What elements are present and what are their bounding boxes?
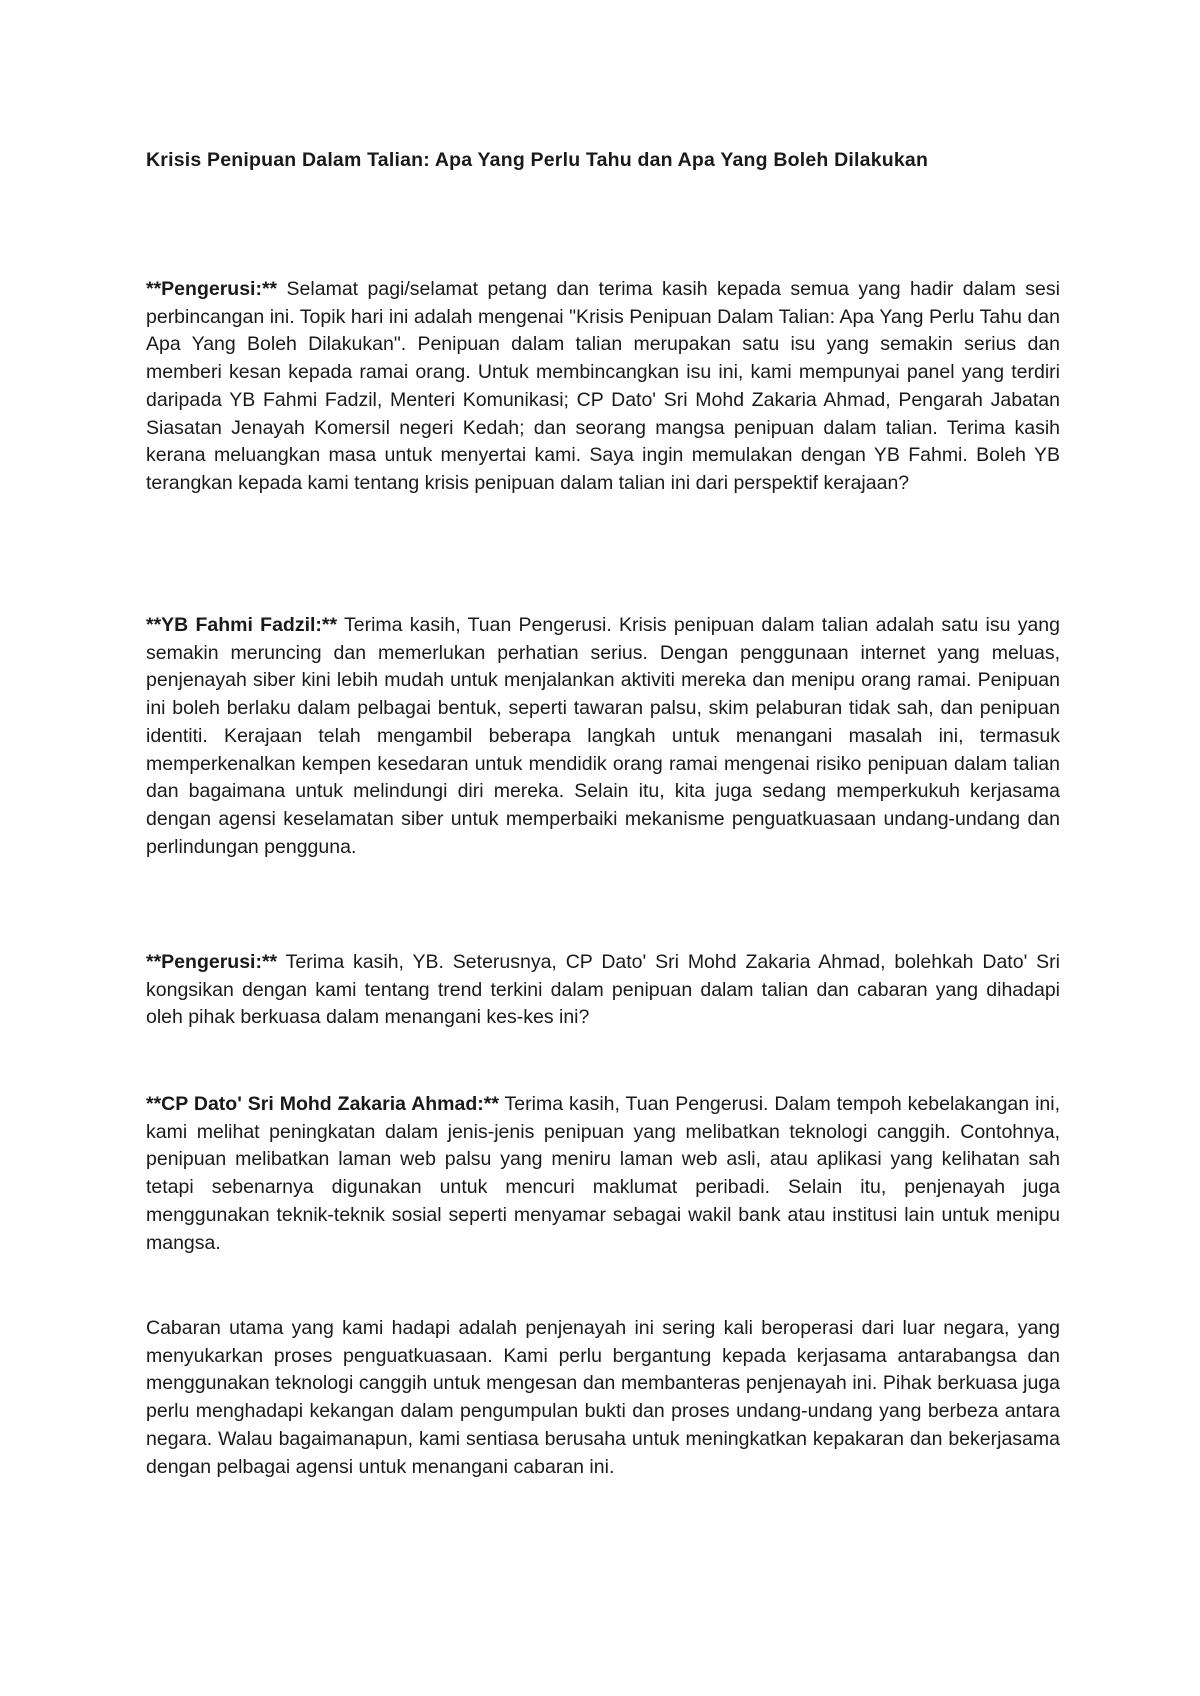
speaker-label: **Pengerusi:**: [146, 951, 278, 973]
paragraph-text: Selamat pagi/selamat petang dan terima kasih kepada semua yang hadir dalam sesi perbincangan ini. Topik hari ini adalah mengenai "Krisis Penipuan Dalam Talian: Apa Yang Perlu Tahu dan Apa Yang Boleh Dilakukan". Penipuan dalam talian merupakan satu isu yang semakin serius dan memberi kesan kepada ramai orang. Untuk membincangkan isu ini, kami mempunyai panel yang terdiri daripada YB Fahmi Fadzil, Menteri Komunikasi; CP Dato' Sri Mohd Zakaria Ahmad, Pengarah Jabatan Siasatan Jenayah Komersil negeri Kedah; dan seorang mangsa penipuan dalam talian. Terima kasih kerana meluangkan masa untuk menyertai kami. Saya ingin memulakan dengan YB Fahmi. Boleh YB terangkan kepada kami tentang krisis penipuan dalam talian ini dari perspektif kerajaan?: [146, 278, 1060, 494]
speaker-label: **YB Fahmi Fadzil:**: [146, 614, 338, 636]
paragraph-police-challenges: [146, 1315, 1060, 1481]
document-title: Krisis Penipuan Dalam Talian: Apa Yang Perlu Tahu dan Apa Yang Boleh Dilakukan: [146, 149, 929, 171]
paragraph-minister-response: [146, 612, 1060, 861]
speaker-label: **CP Dato' Sri Mohd Zakaria Ahmad:**: [146, 1093, 499, 1115]
paragraph-text: Terima kasih, Tuan Pengerusi. Krisis penipuan dalam talian adalah satu isu yang semakin meruncing dan memerlukan perhatian serius. Dengan penggunaan internet yang meluas, penjenayah siber kini lebih mudah untuk menjalankan aktiviti mereka dan menipu orang ramai. Penipuan ini boleh berlaku dalam pelbagai bentuk, seperti tawaran palsu, skim pelaburan tidak sah, dan penipuan identiti. Kerajaan telah mengambil beberapa langkah untuk menangani masalah ini, termasuk memperkenalkan kempen kesedaran untuk mendidik orang ramai mengenai risiko penipuan dalam talian dan bagaimana untuk melindungi diri mereka. Selain itu, kita juga sedang memperkukuh kerjasama dengan agensi keselamatan siber untuk memperbaiki mekanisme penguatkuasaan undang-undang dan perlindungan pengguna.: [146, 614, 1060, 858]
paragraph-text: Terima kasih, Tuan Pengerusi. Dalam tempoh kebelakangan ini, kami melihat peningkatan dalam jenis-jenis penipuan yang melibatkan teknologi canggih. Contohnya, penipuan melibatkan laman web palsu yang meniru laman web asli, atau aplikasi yang kelihatan sah tetapi sebenarnya digunakan untuk mencuri maklumat peribadi. Selain itu, penjenayah juga menggunakan teknik-teknik sosial seperti menyamar sebagai wakil bank atau institusi lain untuk menipu mangsa.: [146, 1093, 1060, 1254]
speaker-label: **Pengerusi:**: [146, 278, 278, 300]
paragraph-text: Cabaran utama yang kami hadapi adalah penjenayah ini sering kali beroperasi dari luar negara, yang menyukarkan proses penguatkuasaan. Kami perlu bergantung kepada kerjasama antarabangsa dan menggunakan teknologi canggih untuk mengesan dan membanteras penjenayah ini. Pihak berkuasa juga perlu menghadapi kekangan dalam pengumpulan bukti dan proses undang-undang yang berbeza antara negara. Walau bagaimanapun, kami sentiasa berusaha untuk meningkatkan kepakaran dan bekerjasama dengan pelbagai agensi untuk menangani cabaran ini.: [146, 1317, 1060, 1478]
paragraph-police-response: [146, 1091, 1060, 1257]
paragraph-chairman-question: [146, 949, 1060, 1032]
paragraph-text: Terima kasih, YB. Seterusnya, CP Dato' Sri Mohd Zakaria Ahmad, bolehkah Dato' Sri kongsikan dengan kami tentang trend terkini dalam penipuan dalam talian dan cabaran yang dihadapi oleh pihak berkuasa dalam menangani kes-kes ini?: [146, 951, 1060, 1029]
paragraph-chairman-opening: [146, 276, 1060, 498]
